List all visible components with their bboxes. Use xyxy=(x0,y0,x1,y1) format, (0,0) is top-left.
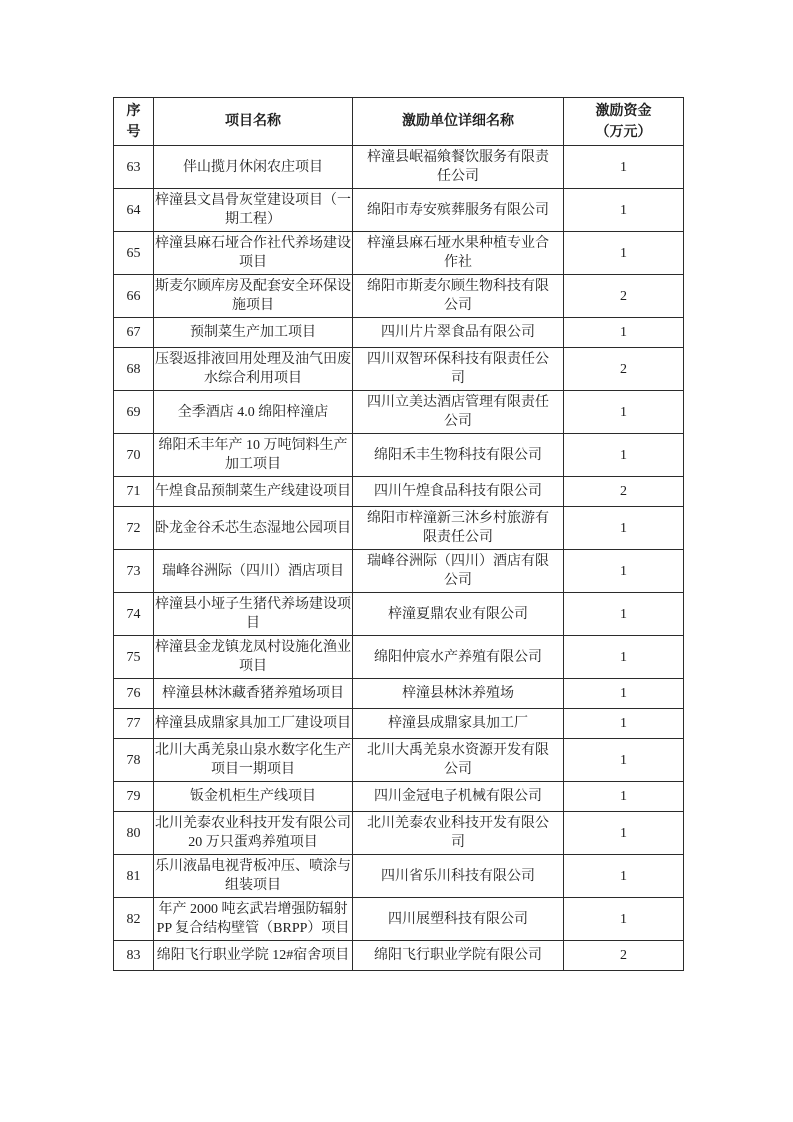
row-number-cell: 81 xyxy=(114,855,154,898)
amount-cell: 1 xyxy=(564,391,684,434)
company-name-cell: 四川省乐川科技有限公司 xyxy=(353,855,564,898)
header-company-name: 激励单位详细名称 xyxy=(353,98,564,146)
row-number-cell: 72 xyxy=(114,507,154,550)
project-name-cell: 梓潼县文昌骨灰堂建设项目（一期工程） xyxy=(154,189,353,232)
table-row xyxy=(114,855,684,898)
row-number-cell: 64 xyxy=(114,189,154,232)
row-number-cell: 70 xyxy=(114,434,154,477)
project-name-cell: 全季酒店 4.0 绵阳梓潼店 xyxy=(154,391,353,434)
project-name-cell: 北川羌泰农业科技开发有限公司 20 万只蛋鸡养殖项目 xyxy=(154,812,353,855)
amount-cell: 2 xyxy=(564,348,684,391)
table-row xyxy=(114,318,684,348)
amount-cell: 1 xyxy=(564,898,684,941)
amount-cell: 1 xyxy=(564,782,684,812)
company-name-cell: 梓潼县麻石垭水果种植专业合作社 xyxy=(353,232,564,275)
amount-cell: 2 xyxy=(564,477,684,507)
amount-cell: 1 xyxy=(564,636,684,679)
table-header xyxy=(114,98,684,146)
project-name-cell: 压裂返排液回用处理及油气田废水综合利用项目 xyxy=(154,348,353,391)
row-number-cell: 63 xyxy=(114,146,154,189)
company-name-cell: 北川大禹羌泉水资源开发有限公司 xyxy=(353,739,564,782)
company-name-cell: 绵阳市梓潼新三沐乡村旅游有限责任公司 xyxy=(353,507,564,550)
amount-cell: 1 xyxy=(564,232,684,275)
amount-cell: 2 xyxy=(564,275,684,318)
amount-cell: 1 xyxy=(564,550,684,593)
company-name-cell: 四川金冠电子机械有限公司 xyxy=(353,782,564,812)
amount-cell: 1 xyxy=(564,318,684,348)
table-row xyxy=(114,709,684,739)
incentive-projects-table xyxy=(113,97,684,971)
company-name-cell: 绵阳飞行职业学院有限公司 xyxy=(353,941,564,971)
row-number-cell: 78 xyxy=(114,739,154,782)
amount-cell: 2 xyxy=(564,941,684,971)
amount-cell: 1 xyxy=(564,189,684,232)
amount-cell: 1 xyxy=(564,507,684,550)
table-row xyxy=(114,636,684,679)
project-name-cell: 卧龙金谷禾芯生态湿地公园项目 xyxy=(154,507,353,550)
company-name-cell: 北川羌泰农业科技开发有限公司 xyxy=(353,812,564,855)
table-row xyxy=(114,550,684,593)
table-body xyxy=(114,146,684,971)
amount-cell: 1 xyxy=(564,593,684,636)
table-row xyxy=(114,782,684,812)
company-name-cell: 绵阳仲宸水产养殖有限公司 xyxy=(353,636,564,679)
company-name-cell: 四川午煌食品科技有限公司 xyxy=(353,477,564,507)
row-number-cell: 82 xyxy=(114,898,154,941)
company-name-cell: 绵阳市斯麦尔顾生物科技有限公司 xyxy=(353,275,564,318)
amount-cell: 1 xyxy=(564,709,684,739)
table-row xyxy=(114,812,684,855)
row-number-cell: 76 xyxy=(114,679,154,709)
table-row xyxy=(114,391,684,434)
amount-cell: 1 xyxy=(564,679,684,709)
project-name-cell: 钣金机柜生产线项目 xyxy=(154,782,353,812)
company-name-cell: 四川展塑科技有限公司 xyxy=(353,898,564,941)
project-name-cell: 梓潼县麻石垭合作社代养场建设项目 xyxy=(154,232,353,275)
table-row xyxy=(114,348,684,391)
header-incentive-amount xyxy=(564,98,684,146)
project-name-cell: 梓潼县成鼎家具加工厂建设项目 xyxy=(154,709,353,739)
project-name-cell: 预制菜生产加工项目 xyxy=(154,318,353,348)
project-name-cell: 年产 2000 吨玄武岩增强防辐射 PP 复合结构壁管（BRPP）项目 xyxy=(154,898,353,941)
row-number-cell: 75 xyxy=(114,636,154,679)
table-row xyxy=(114,434,684,477)
header-project-name: 项目名称 xyxy=(154,98,353,146)
project-name-cell: 绵阳禾丰年产 10 万吨饲料生产加工项目 xyxy=(154,434,353,477)
company-name-cell: 梓潼夏鼎农业有限公司 xyxy=(353,593,564,636)
table-row xyxy=(114,593,684,636)
company-name-cell: 梓潼县岷福飨餐饮服务有限责任公司 xyxy=(353,146,564,189)
company-name-cell: 梓潼县林沐养殖场 xyxy=(353,679,564,709)
table-row xyxy=(114,739,684,782)
header-serial-number-label: 序号 xyxy=(126,103,141,140)
table-row xyxy=(114,232,684,275)
row-number-cell: 79 xyxy=(114,782,154,812)
company-name-cell: 四川片片翠食品有限公司 xyxy=(353,318,564,348)
project-name-cell: 梓潼县小垭子生猪代养场建设项目 xyxy=(154,593,353,636)
header-incentive-amount-label: 激励资金（万元） xyxy=(595,103,652,140)
project-name-cell: 梓潼县金龙镇龙凤村设施化渔业项目 xyxy=(154,636,353,679)
row-number-cell: 66 xyxy=(114,275,154,318)
table-row xyxy=(114,898,684,941)
company-name-cell: 瑞峰谷洲际（四川）酒店有限公司 xyxy=(353,550,564,593)
project-name-cell: 伴山揽月休闲农庄项目 xyxy=(154,146,353,189)
header-serial-number xyxy=(114,98,154,146)
project-name-cell: 瑞峰谷洲际（四川）酒店项目 xyxy=(154,550,353,593)
table-row xyxy=(114,146,684,189)
project-name-cell: 斯麦尔顾库房及配套安全环保设施项目 xyxy=(154,275,353,318)
amount-cell: 1 xyxy=(564,434,684,477)
amount-cell: 1 xyxy=(564,739,684,782)
project-name-cell: 梓潼县林沐藏香猪养殖场项目 xyxy=(154,679,353,709)
row-number-cell: 68 xyxy=(114,348,154,391)
row-number-cell: 71 xyxy=(114,477,154,507)
amount-cell: 1 xyxy=(564,855,684,898)
project-name-cell: 午煌食品预制菜生产线建设项目 xyxy=(154,477,353,507)
row-number-cell: 67 xyxy=(114,318,154,348)
table-row xyxy=(114,477,684,507)
company-name-cell: 梓潼县成鼎家具加工厂 xyxy=(353,709,564,739)
project-name-cell: 乐川液晶电视背板冲压、喷涂与组装项目 xyxy=(154,855,353,898)
row-number-cell: 74 xyxy=(114,593,154,636)
table-row xyxy=(114,275,684,318)
row-number-cell: 77 xyxy=(114,709,154,739)
company-name-cell: 四川双智环保科技有限责任公司 xyxy=(353,348,564,391)
table-row xyxy=(114,189,684,232)
company-name-cell: 四川立美达酒店管理有限责任公司 xyxy=(353,391,564,434)
amount-cell: 1 xyxy=(564,146,684,189)
row-number-cell: 80 xyxy=(114,812,154,855)
amount-cell: 1 xyxy=(564,812,684,855)
company-name-cell: 绵阳禾丰生物科技有限公司 xyxy=(353,434,564,477)
project-name-cell: 北川大禹羌泉山泉水数字化生产项目一期项目 xyxy=(154,739,353,782)
row-number-cell: 83 xyxy=(114,941,154,971)
row-number-cell: 65 xyxy=(114,232,154,275)
project-name-cell: 绵阳飞行职业学院 12#宿舍项目 xyxy=(154,941,353,971)
row-number-cell: 73 xyxy=(114,550,154,593)
table-row xyxy=(114,507,684,550)
row-number-cell: 69 xyxy=(114,391,154,434)
table-row xyxy=(114,941,684,971)
table-row xyxy=(114,679,684,709)
company-name-cell: 绵阳市寿安殡葬服务有限公司 xyxy=(353,189,564,232)
header-row xyxy=(114,98,684,146)
